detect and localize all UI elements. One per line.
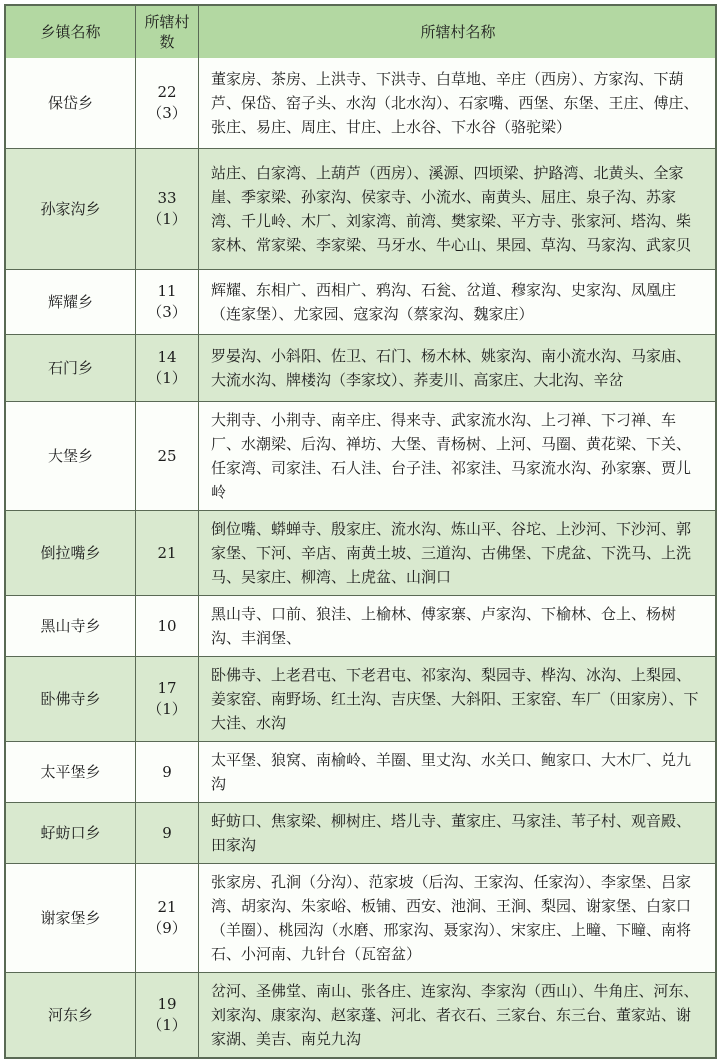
village-count-value: 11 xyxy=(157,282,177,300)
village-count-note: （3） xyxy=(147,303,187,321)
township-name-cell: 谢家堡乡 xyxy=(40,909,101,927)
table-row xyxy=(6,148,715,269)
village-names-cell: 太平堡、狼窝、南榆岭、羊圈、里丈沟、水关口、鲍家口、大木厂、兑九沟 xyxy=(198,742,715,802)
township-name-cell: 河东乡 xyxy=(47,1006,93,1024)
village-count-cell xyxy=(135,803,198,863)
village-count-cell xyxy=(135,596,198,656)
table-header-row xyxy=(6,6,715,58)
village-count-value: 14 xyxy=(157,348,177,366)
header-village-count: 所辖村数 xyxy=(135,6,198,58)
village-count-cell xyxy=(135,149,198,269)
table-row xyxy=(6,802,715,863)
township-name-cell: 保岱乡 xyxy=(47,94,93,112)
village-names-cell: 大荆寺、小荆寺、南辛庄、得来寺、武家流水沟、上刁禅、下刁禅、车厂、水潮梁、后沟、禅坊、大堡、青杨树、上河、马圈、黄花梁、下关、任家湾、司家洼、石人洼、台子洼、祁家洼、马家流水沟、孙家寨、贾儿岭 xyxy=(198,402,715,510)
township-name-cell: 孙家沟乡 xyxy=(40,200,101,218)
village-count-cell xyxy=(135,58,198,148)
village-count-cell xyxy=(135,270,198,334)
village-names-cell: 辉耀、东相广、西相广、鸦沟、石瓮、岔道、穆家沟、史家沟、凤凰庄（连家堡）、尤家园、寇家沟（蔡家沟、魏家庄） xyxy=(198,270,715,334)
township-name-cell: 倒拉嘴乡 xyxy=(40,544,101,562)
table-row xyxy=(6,334,715,401)
village-names-cell: 站庄、白家湾、上葫芦（西房）、溪源、四顷梁、护路湾、北黄头、全家崖、季家梁、孙家沟、侯家寺、小流水、南黄头、屈庄、泉子沟、苏家湾、千儿岭、木厂、刘家湾、前湾、樊家梁、平方寺、张家河、塔沟、柴家林、常家梁、李家梁、马牙水、牛心山、果园、草沟、马家沟、武家贝 xyxy=(198,149,715,269)
village-count-note: （3） xyxy=(147,104,187,122)
township-name-cell: 石门乡 xyxy=(47,359,93,377)
village-count-cell xyxy=(135,402,198,510)
village-count-value: 19 xyxy=(157,995,177,1013)
village-count-value: 17 xyxy=(157,679,177,697)
village-count-cell xyxy=(135,864,198,972)
table-row xyxy=(6,741,715,802)
township-name-cell: 太平堡乡 xyxy=(40,763,101,781)
table-row xyxy=(6,595,715,656)
header-village-names: 所辖村名称 xyxy=(198,6,715,58)
village-count-value: 22 xyxy=(157,83,177,101)
village-count-cell xyxy=(135,973,198,1057)
village-names-cell: 虸蚄口、焦家梁、柳树庄、塔儿寺、董家庄、马家洼、苇子村、观音殿、田家沟 xyxy=(198,803,715,863)
village-count-note: （1） xyxy=(147,369,187,387)
table-row xyxy=(6,972,715,1057)
table-row xyxy=(6,510,715,595)
village-count-value: 10 xyxy=(157,616,177,635)
village-names-cell: 董家房、茶房、上洪寺、下洪寺、白草地、辛庄（西房）、方家沟、下葫芦、保岱、窑子头、水沟（北水沟）、石家嘴、西堡、东堡、王庄、傅庄、张庄、易庄、周庄、甘庄、上水谷、下水谷（骆驼梁） xyxy=(198,58,715,148)
table-body xyxy=(6,58,715,1057)
village-count-cell xyxy=(135,335,198,401)
village-count-note: （1） xyxy=(147,1016,187,1034)
township-name-cell: 卧佛寺乡 xyxy=(40,690,101,708)
village-count-value: 21 xyxy=(157,898,177,916)
table-row xyxy=(6,58,715,148)
table-row xyxy=(6,656,715,741)
village-names-cell: 张家房、孔涧（分沟）、范家坡（后沟、王家沟、任家沟）、李家堡、吕家湾、胡家沟、朱家峪、板铺、西安、池涧、王涧、梨园、谢家堡、白家口（羊圈）、桃园沟（水磨、邢家沟、聂家沟）、宋家庄、上疃、下疃、南将石、小河南、九针台（瓦窑盆） xyxy=(198,864,715,972)
village-names-cell: 倒位嘴、蟒蝉寺、殷家庄、流水沟、炼山平、谷坨、上沙河、下沙河、郭家堡、下河、辛店、南黄土坡、三道沟、古佛堡、下虎盆、下洗马、上洗马、吴家庄、柳湾、上虎盆、山涧口 xyxy=(198,511,715,595)
village-names-cell: 卧佛寺、上老君屯、下老君屯、祁家沟、梨园寺、桦沟、冰沟、上梨园、姜家窑、南野场、红土沟、吉庆堡、大斜阳、王家窑、车厂（田家房）、下大洼、水沟 xyxy=(198,657,715,741)
village-names-cell: 罗晏沟、小斜阳、佐卫、石门、杨木林、姚家沟、南小流水沟、马家庙、大流水沟、牌楼沟（李家坟）、荞麦川、高家庄、大北沟、辛岔 xyxy=(198,335,715,401)
table-row xyxy=(6,401,715,510)
township-name-cell: 黑山寺乡 xyxy=(40,617,101,635)
township-village-table xyxy=(4,4,717,1059)
township-name-cell: 虸蚄口乡 xyxy=(40,824,101,842)
village-count-note: （9） xyxy=(147,919,187,937)
header-township-name: 乡镇名称 xyxy=(40,23,101,41)
village-count-value: 25 xyxy=(157,446,177,465)
village-count-value: 9 xyxy=(162,762,172,781)
village-count-value: 33 xyxy=(157,189,177,207)
village-count-cell xyxy=(135,657,198,741)
township-name-cell: 辉耀乡 xyxy=(47,293,93,311)
village-count-value: 9 xyxy=(162,823,172,842)
village-count-note: （1） xyxy=(147,700,187,718)
village-count-cell xyxy=(135,742,198,802)
township-name-cell: 大堡乡 xyxy=(47,447,93,465)
village-count-note: （1） xyxy=(147,210,187,228)
village-count-cell xyxy=(135,511,198,595)
village-names-cell: 黑山寺、口前、狼洼、上榆林、傅家寨、卢家沟、下榆林、仓上、杨树沟、丰润堡、 xyxy=(198,596,715,656)
table-row xyxy=(6,269,715,334)
village-names-cell: 岔河、圣佛堂、南山、张各庄、连家沟、李家沟（西山）、牛角庄、河东、刘家沟、康家沟、赵家蓬、河北、者衣石、三家台、东三台、董家站、谢家湖、美吉、南兑九沟 xyxy=(198,973,715,1057)
village-count-value: 21 xyxy=(157,543,177,562)
table-row xyxy=(6,863,715,972)
